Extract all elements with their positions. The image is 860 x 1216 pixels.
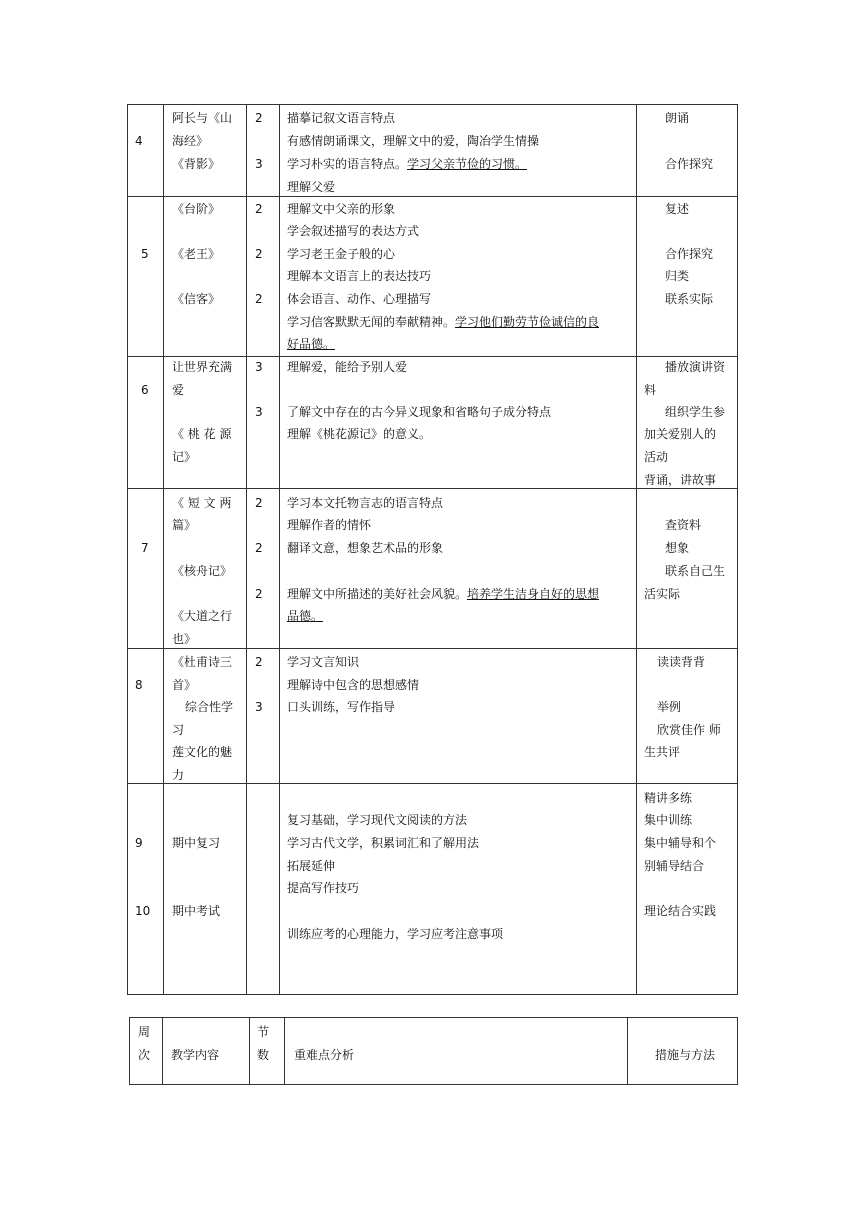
row-divider <box>127 648 738 649</box>
content-line: 记》 <box>172 450 197 464</box>
method-line: 欣赏佳作 师 <box>657 723 721 737</box>
content-line: 首》 <box>172 678 197 692</box>
table-border-right <box>737 104 738 995</box>
method-line: 活动 <box>644 450 669 464</box>
content-line: 《老王》 <box>172 247 221 261</box>
method-line: 联系自己生 <box>665 564 726 578</box>
week-number: 4 <box>135 134 143 148</box>
table-border-bottom <box>129 1084 738 1085</box>
method-line: 合作探究 <box>665 247 714 261</box>
analysis-line: 理解作者的情怀 <box>287 518 372 532</box>
header-sessions: 节 <box>257 1025 270 1039</box>
analysis-line: 翻译文意，想象艺术品的形象 <box>287 541 444 555</box>
col-divider <box>246 104 247 995</box>
analysis-line: 了解文中存在的古今异义现象和省略句子成分特点 <box>287 405 552 419</box>
analysis-line: 学习信客默默无闻的奉献精神。学习他们勤劳节俭诚信的良 <box>287 315 600 329</box>
analysis-line: 训练应考的心理能力，学习应考注意事项 <box>287 927 504 941</box>
analysis-line: 学习朴实的语言特点。学习父亲节俭的习惯。 <box>287 157 528 171</box>
table-border-top <box>129 1017 738 1018</box>
method-line: 别辅导结合 <box>644 859 705 873</box>
content-line: 爱 <box>172 383 185 397</box>
col-divider <box>636 104 637 995</box>
session-count: 3 <box>255 360 263 374</box>
row-divider <box>127 783 738 784</box>
content-line: 也》 <box>172 632 197 646</box>
week-number: 8 <box>135 678 143 692</box>
week-number: 6 <box>141 383 149 397</box>
col-divider <box>279 104 280 995</box>
col-divider <box>127 104 128 995</box>
row-divider <box>127 196 738 197</box>
content-line: 《台阶》 <box>172 202 221 216</box>
week-number: 10 <box>135 904 151 918</box>
header-week: 周 <box>138 1025 151 1039</box>
method-line: 生共评 <box>644 745 681 759</box>
analysis-line: 理解本文语言上的表达技巧 <box>287 269 432 283</box>
content-line: 《背影》 <box>172 157 221 171</box>
header-content: 教学内容 <box>171 1048 220 1062</box>
content-line: 综合性学 <box>185 700 234 714</box>
content-line: 《信客》 <box>172 292 221 306</box>
analysis-line: 学习文言知识 <box>287 655 360 669</box>
session-count: 2 <box>255 111 263 125</box>
session-count: 3 <box>255 405 263 419</box>
method-line: 料 <box>644 383 657 397</box>
method-line: 加关爱别人的 <box>644 427 717 441</box>
session-count: 2 <box>255 202 263 216</box>
method-line: 精讲多练 <box>644 791 693 805</box>
content-line: 海经》 <box>172 134 209 148</box>
analysis-line: 理解《桃花源记》的意义。 <box>287 427 432 441</box>
session-count: 2 <box>255 247 263 261</box>
col-divider <box>627 1017 628 1085</box>
col-divider <box>129 1017 130 1085</box>
session-count: 2 <box>255 541 263 555</box>
method-line: 集中辅导和个 <box>644 836 717 850</box>
session-count: 2 <box>255 496 263 510</box>
header-methods: 措施与方法 <box>655 1048 716 1062</box>
method-line: 举例 <box>657 700 682 714</box>
session-count: 2 <box>255 292 263 306</box>
col-divider <box>163 104 164 995</box>
content-line: 期中考试 <box>172 904 221 918</box>
content-line: 阿长与《山 <box>172 111 233 125</box>
content-line: 《 桃 花 源 <box>172 427 232 441</box>
analysis-line: 理解诗中包含的思想感情 <box>287 678 420 692</box>
content-line: 《核舟记》 <box>172 564 233 578</box>
header-week: 次 <box>138 1048 151 1062</box>
header-sessions: 数 <box>257 1048 270 1062</box>
method-line: 组织学生参 <box>665 405 726 419</box>
analysis-line: 学会叙述描写的表达方式 <box>287 224 420 238</box>
table-border-top <box>127 104 738 105</box>
method-line: 想象 <box>665 541 690 555</box>
col-divider <box>284 1017 285 1085</box>
analysis-line: 提高写作技巧 <box>287 881 360 895</box>
col-divider <box>249 1017 250 1085</box>
method-line: 复述 <box>665 202 690 216</box>
row-divider <box>127 356 738 357</box>
method-line: 播放演讲资 <box>665 360 726 374</box>
method-line: 归类 <box>665 269 690 283</box>
method-line: 查资料 <box>665 518 702 532</box>
session-count: 2 <box>255 655 263 669</box>
analysis-line: 好品德。 <box>287 337 336 351</box>
method-line: 合作探究 <box>665 157 714 171</box>
analysis-line: 学习古代文学，积累词汇和了解用法 <box>287 836 480 850</box>
content-line: 《杜甫诗三 <box>172 655 233 669</box>
content-line: 力 <box>172 768 185 782</box>
col-divider <box>162 1017 163 1085</box>
analysis-line: 学习老王金子般的心 <box>287 247 396 261</box>
table-border-bottom <box>127 994 738 995</box>
content-line: 习 <box>172 723 185 737</box>
method-line: 活实际 <box>644 587 681 601</box>
analysis-line: 学习本文托物言志的语言特点 <box>287 496 444 510</box>
row-divider <box>127 488 738 489</box>
analysis-line: 描摹记叙文语言特点 <box>287 111 396 125</box>
method-line: 背诵，讲故事 <box>644 473 717 487</box>
header-analysis: 重难点分析 <box>294 1048 355 1062</box>
method-line: 读读背背 <box>657 655 706 669</box>
content-line: 让世界充满 <box>172 360 233 374</box>
week-number: 9 <box>135 836 143 850</box>
analysis-line: 拓展延伸 <box>287 859 336 873</box>
content-line: 篇》 <box>172 518 197 532</box>
analysis-line: 理解文中父亲的形象 <box>287 202 396 216</box>
analysis-line: 理解爱，能给予别人爱 <box>287 360 408 374</box>
analysis-line: 理解父爱 <box>287 180 336 194</box>
session-count: 3 <box>255 157 263 171</box>
method-line: 联系实际 <box>665 292 714 306</box>
session-count: 2 <box>255 587 263 601</box>
content-line: 《 短 文 两 <box>172 496 232 510</box>
session-count: 3 <box>255 700 263 714</box>
method-line: 理论结合实践 <box>644 904 717 918</box>
analysis-line: 复习基础，学习现代文阅读的方法 <box>287 813 468 827</box>
analysis-line: 有感情朗诵课文，理解文中的爱，陶冶学生情操 <box>287 134 540 148</box>
analysis-line: 口头训练，写作指导 <box>287 700 396 714</box>
content-line: 莲文化的魅 <box>172 745 233 759</box>
content-line: 期中复习 <box>172 836 221 850</box>
table-border-right <box>737 1017 738 1085</box>
week-number: 7 <box>141 541 149 555</box>
method-line: 集中训练 <box>644 813 693 827</box>
week-number: 5 <box>141 247 149 261</box>
method-line: 朗诵 <box>665 111 690 125</box>
analysis-line: 品德。 <box>287 609 324 623</box>
analysis-line: 体会语言、动作、心理描写 <box>287 292 432 306</box>
analysis-line: 理解文中所描述的美好社会风貌。培养学生洁身自好的思想 <box>287 587 600 601</box>
content-line: 《大道之行 <box>172 609 233 623</box>
